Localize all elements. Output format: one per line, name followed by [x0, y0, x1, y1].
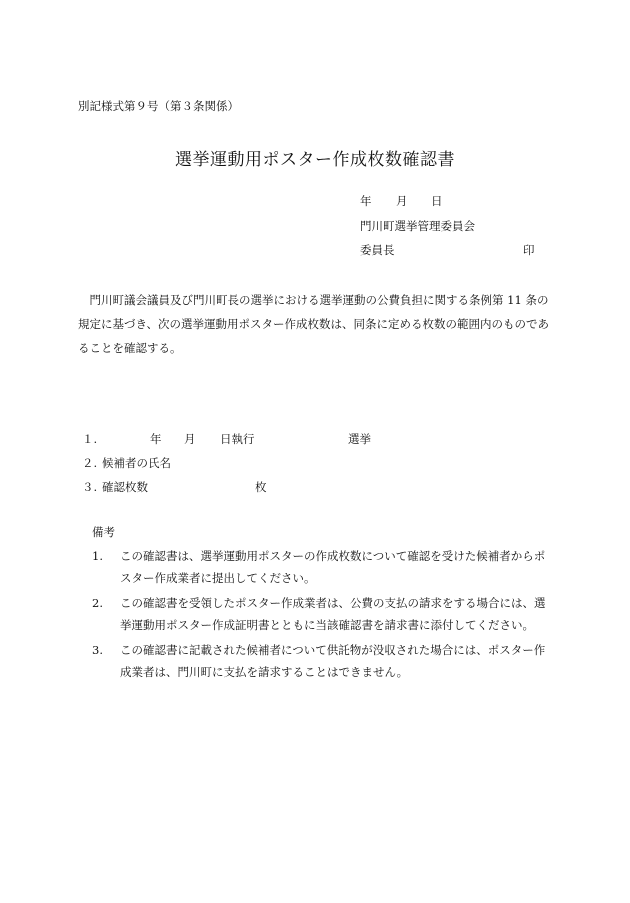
- item-1-day: 日執行: [220, 432, 255, 446]
- item-1-month: 月: [184, 432, 196, 446]
- item-3-number: ３.: [82, 480, 98, 494]
- date-month-label: 月: [396, 194, 408, 208]
- note-3-number: 3.: [92, 643, 103, 657]
- item-3-count-label: 確認枚数: [102, 480, 148, 494]
- form-number: 別記様式第９号（第３条関係）: [78, 99, 239, 113]
- issuer-chair: 委員長: [360, 243, 395, 257]
- note-2-text: この確認書を受領したポスター作成業者は、公費の支払の請求をする場合には、選挙運動用ポスター作成証明書とともに当該確認書を請求書に添付してください。: [120, 596, 546, 632]
- item-1-year: 年: [150, 432, 162, 446]
- note-1-text: この確認書は、選挙運動用ポスターの作成枚数について確認を受けた候補者からポスター作成業者に提出してください。: [120, 549, 546, 585]
- confirmation-statement: 門川町議会議員及び門川町長の選挙における選挙運動の公費負担に関する条例第 11 条の規定に基づき、次の選挙運動用ポスター作成枚数は、同条に定める枚数の範囲内のものであることを確認する。: [78, 293, 550, 355]
- item-3-unit: 枚: [255, 480, 267, 494]
- item-2-candidate-name-label: 候補者の氏名: [102, 456, 171, 470]
- note-2-number: 2.: [92, 596, 103, 610]
- item-1-number: １.: [82, 432, 98, 446]
- note-3-text: この確認書に記載された候補者について供託物が没収された場合には、ポスター作成業者は、門川町に支払を請求することはできません。: [120, 643, 546, 679]
- issuer-committee: 門川町選挙管理委員会: [360, 219, 475, 233]
- note-1-number: 1.: [92, 549, 103, 563]
- date-year-label: 年: [360, 194, 372, 208]
- item-1-election: 選挙: [348, 432, 371, 446]
- date-day-label: 日: [431, 194, 443, 208]
- document-title: 選挙運動用ポスター作成枚数確認書: [175, 150, 455, 170]
- notes-heading: 備考: [92, 525, 115, 539]
- item-2-number: ２.: [82, 456, 98, 470]
- seal-mark: 印: [523, 243, 535, 257]
